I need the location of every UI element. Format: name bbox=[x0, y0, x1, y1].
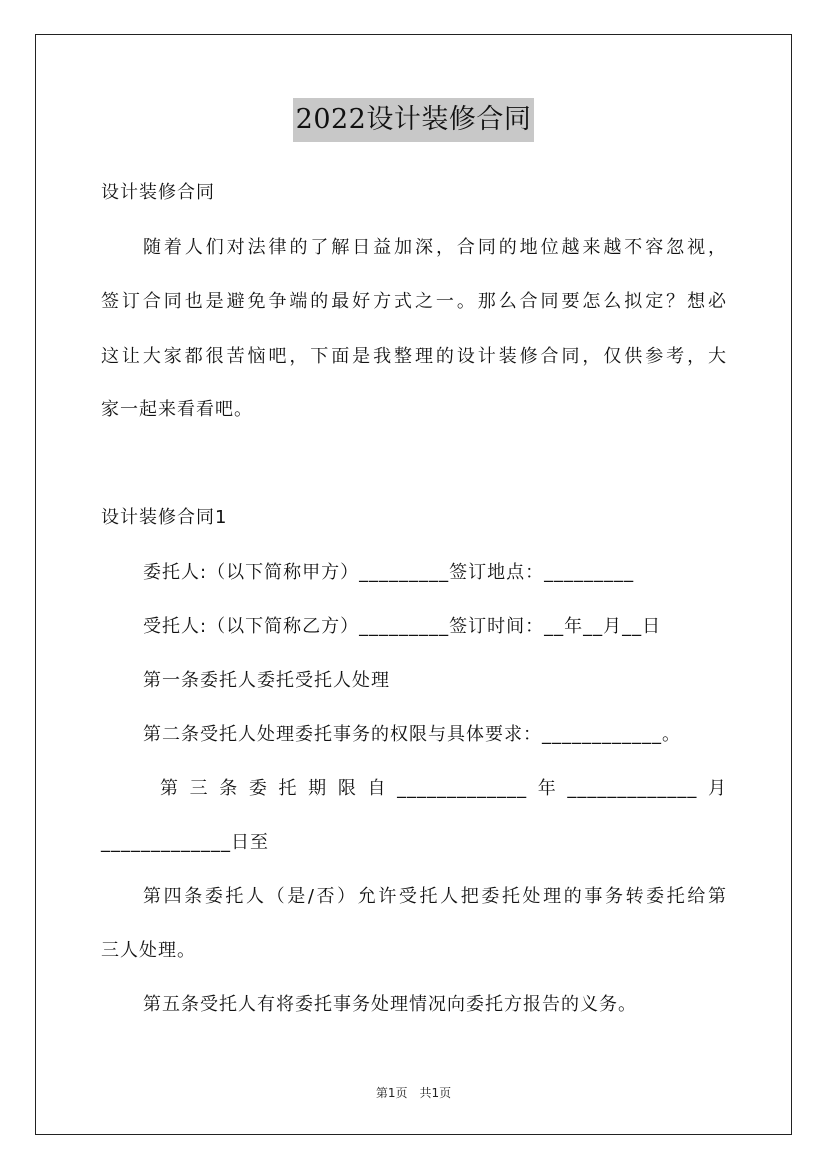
paragraph-line: 家一起来看看吧。 bbox=[101, 399, 253, 420]
article-4: 第四条委托人（是/否）允许受托人把委托处理的事务转委托给第 bbox=[143, 886, 727, 907]
principal-line: 委托人:（以下简称甲方）_________签订地点：_________ bbox=[143, 562, 635, 583]
contract-heading: 设计装修合同1 bbox=[101, 507, 228, 528]
paragraph-line: 这让大家都很苦恼吧，下面是我整理的设计装修合同，仅供参考，大 bbox=[101, 346, 727, 367]
section-heading: 设计装修合同 bbox=[101, 182, 215, 203]
document-title: 2022设计装修合同 bbox=[293, 98, 535, 142]
page-number: 第1页 共1页 bbox=[375, 1086, 452, 1100]
paragraph-line: 随着人们对法律的了解日益加深，合同的地位越来越不容忽视， bbox=[143, 237, 727, 258]
agent-line: 受托人:（以下简称乙方）_________签订时间：__年__月__日 bbox=[143, 616, 662, 637]
article-2: 第二条受托人处理委托事务的权限与具体要求：____________。 bbox=[143, 724, 681, 745]
article-3-continued: _____________日至 bbox=[101, 832, 269, 853]
title-container bbox=[0, 98, 827, 142]
article-5: 第五条受托人有将委托事务处理情况向委托方报告的义务。 bbox=[143, 994, 637, 1015]
article-4-continued: 三人处理。 bbox=[101, 940, 196, 961]
article-3: 第三条委托期限自_____________年_____________月 bbox=[160, 778, 727, 799]
article-1: 第一条委托人委托受托人处理 bbox=[143, 670, 390, 691]
paragraph-line: 签订合同也是避免争端的最好方式之一。那么合同要怎么拟定？想必 bbox=[101, 291, 727, 312]
